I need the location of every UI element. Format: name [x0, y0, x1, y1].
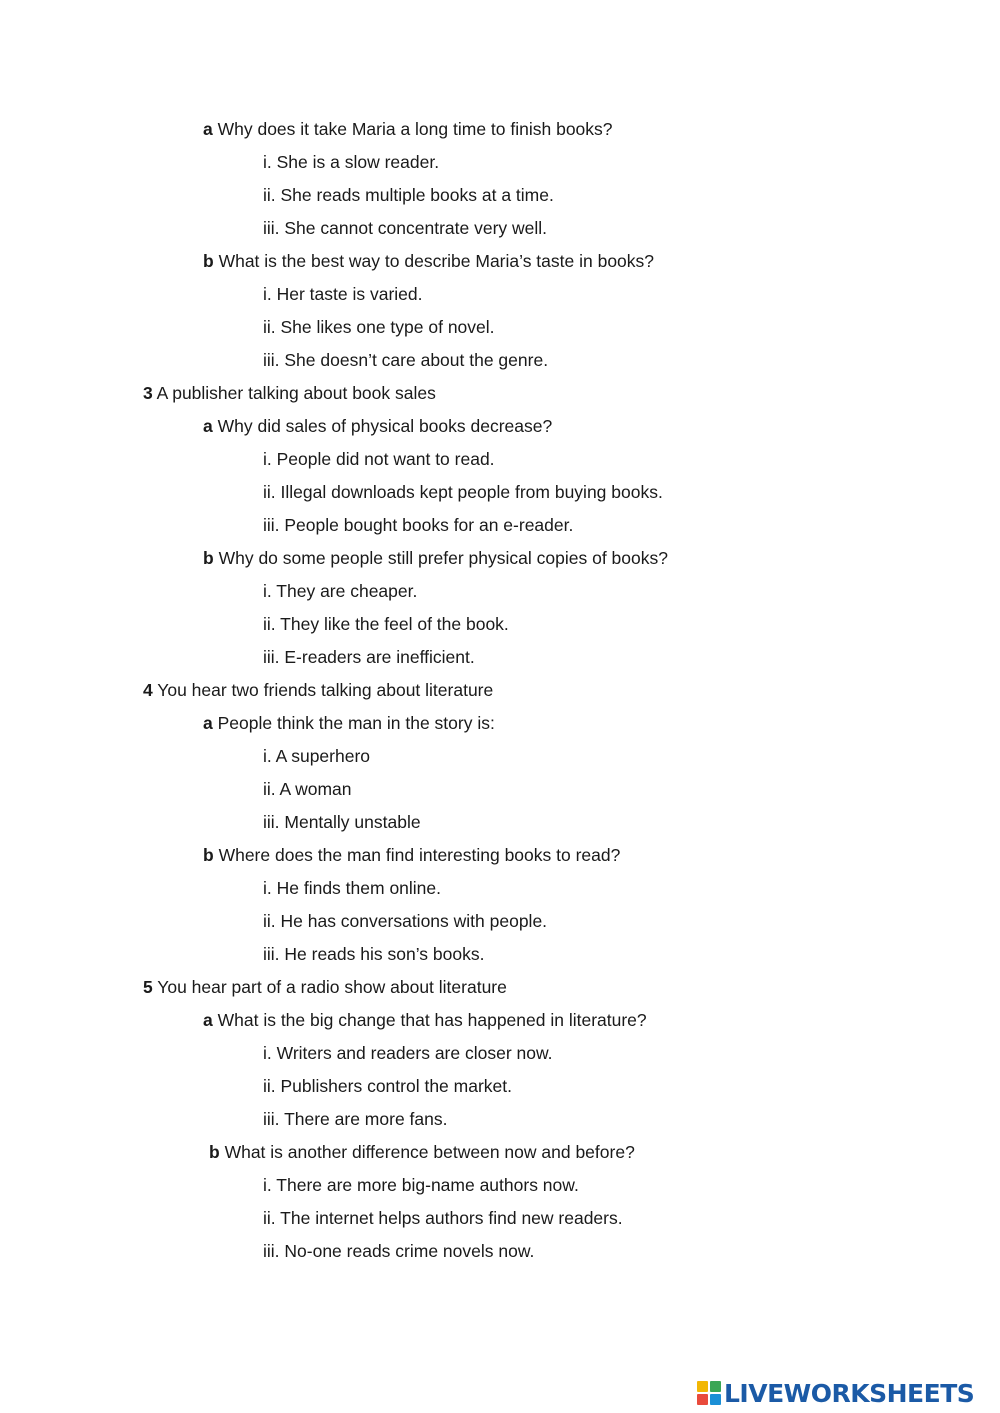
- question-text: What is the big change that has happened in literature?: [217, 1010, 647, 1030]
- question-text: Where does the man find interesting books to read?: [218, 845, 621, 865]
- answer-option[interactable]: i. She is a slow reader.: [263, 152, 440, 172]
- liveworksheets-logo-icon: [697, 1381, 721, 1405]
- section-number: 4: [143, 680, 153, 700]
- answer-option[interactable]: i. People did not want to read.: [263, 449, 495, 469]
- question-letter: b: [203, 251, 214, 271]
- answer-option[interactable]: i. Writers and readers are closer now.: [263, 1043, 553, 1063]
- liveworksheets-brand: [697, 1377, 974, 1409]
- question-text: Why do some people still prefer physical copies of books?: [218, 548, 668, 568]
- logo-square: [697, 1381, 708, 1392]
- answer-option[interactable]: i. There are more big-name authors now.: [263, 1175, 579, 1195]
- question-a: [203, 1009, 647, 1031]
- answer-option[interactable]: ii. Illegal downloads kept people from buying books.: [263, 482, 663, 502]
- answer-option[interactable]: i. Her taste is varied.: [263, 284, 423, 304]
- answer-option[interactable]: iii. No-one reads crime novels now.: [263, 1241, 535, 1261]
- answer-option[interactable]: iii. She cannot concentrate very well.: [263, 218, 548, 238]
- question-text: People think the man in the story is:: [217, 713, 495, 733]
- answer-option[interactable]: ii. She likes one type of novel.: [263, 317, 495, 337]
- answer-option[interactable]: iii. She doesn’t care about the genre.: [263, 350, 549, 370]
- answer-option[interactable]: ii. They like the feel of the book.: [263, 614, 509, 634]
- question-b: [209, 1141, 635, 1163]
- answer-option[interactable]: ii. The internet helps authors find new readers.: [263, 1208, 623, 1228]
- question-letter: a: [203, 1010, 213, 1030]
- section-title: You hear part of a radio show about literature: [157, 977, 507, 997]
- answer-option[interactable]: iii. He reads his son’s books.: [263, 944, 485, 964]
- question-a: [203, 712, 495, 734]
- logo-square: [710, 1381, 721, 1392]
- section-number: 5: [143, 977, 153, 997]
- logo-square: [697, 1394, 708, 1405]
- question-text: Why does it take Maria a long time to finish books?: [217, 119, 613, 139]
- section-heading: [143, 382, 436, 404]
- question-letter: a: [203, 119, 213, 139]
- question-letter: b: [203, 548, 214, 568]
- question-a: [203, 118, 613, 140]
- question-text: What is another difference between now and before?: [224, 1142, 635, 1162]
- question-text: Why did sales of physical books decrease?: [217, 416, 553, 436]
- question-letter: b: [203, 845, 214, 865]
- question-b: [203, 250, 654, 272]
- section-title: A publisher talking about book sales: [156, 383, 436, 403]
- question-a: [203, 415, 552, 437]
- logo-square: [710, 1394, 721, 1405]
- brand-name: LIVEWORKSHEETS: [724, 1378, 975, 1408]
- answer-option[interactable]: ii. He has conversations with people.: [263, 911, 548, 931]
- answer-option[interactable]: iii. People bought books for an e-reader.: [263, 515, 574, 535]
- question-letter: b: [209, 1142, 220, 1162]
- answer-option[interactable]: i. He finds them online.: [263, 878, 442, 898]
- answer-option[interactable]: ii. Publishers control the market.: [263, 1076, 512, 1096]
- answer-option[interactable]: ii. She reads multiple books at a time.: [263, 185, 554, 205]
- section-title: You hear two friends talking about literature: [157, 680, 494, 700]
- answer-option[interactable]: i. They are cheaper.: [263, 581, 418, 601]
- section-heading: [143, 679, 493, 701]
- question-b: [203, 844, 620, 866]
- question-text: What is the best way to describe Maria’s taste in books?: [218, 251, 655, 271]
- question-b: [203, 547, 668, 569]
- answer-option[interactable]: iii. E-readers are inefficient.: [263, 647, 475, 667]
- question-letter: a: [203, 416, 213, 436]
- section-number: 3: [143, 383, 153, 403]
- answer-option[interactable]: iii. There are more fans.: [263, 1109, 448, 1129]
- answer-option[interactable]: i. A superhero: [263, 746, 371, 766]
- answer-option[interactable]: iii. Mentally unstable: [263, 812, 421, 832]
- section-heading: [143, 976, 507, 998]
- question-letter: a: [203, 713, 213, 733]
- answer-option[interactable]: ii. A woman: [263, 779, 352, 799]
